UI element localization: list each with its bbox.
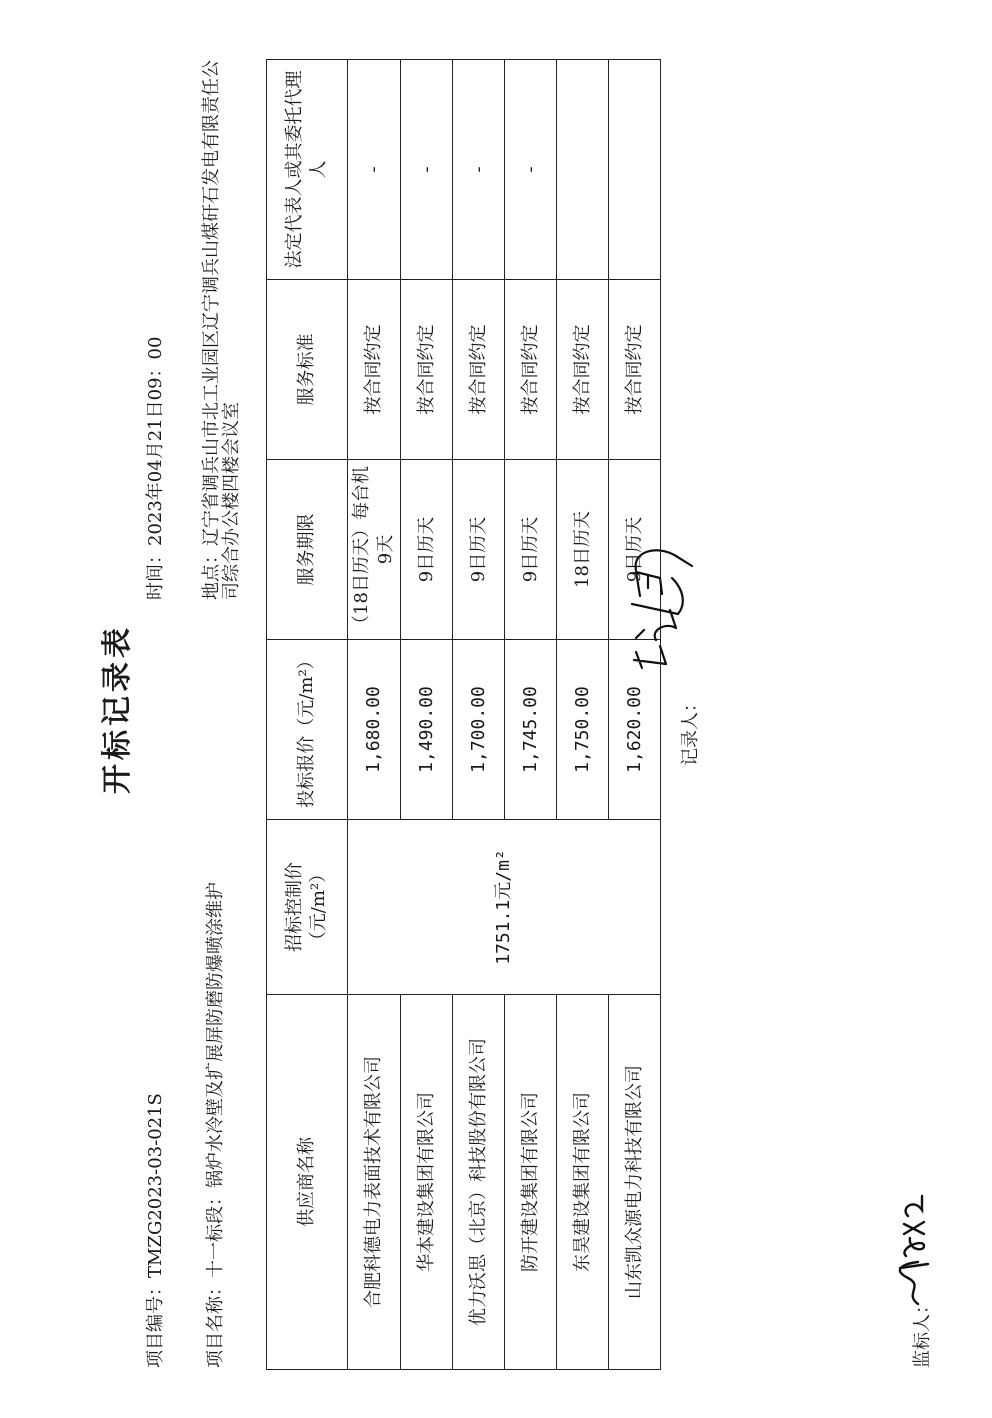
bid-price-cell: 1,680.00: [348, 640, 401, 820]
supplier-cell: 优力沃思（北京）科技股份有限公司: [453, 995, 505, 1370]
table-row: [505, 60, 557, 1370]
table-row: [557, 60, 609, 1370]
recorder-signature-block: [676, 694, 702, 766]
bid-price-cell: 1,620.00: [609, 640, 661, 820]
supplier-cell: 防开建设集团有限公司: [505, 995, 557, 1370]
service-period-cell: 9日历天: [609, 460, 661, 640]
representative-cell: -: [505, 60, 557, 280]
supervisor-label: 监标人：: [912, 1296, 933, 1368]
project-number: 项目编号：TMZG2023-03-021S: [145, 1093, 166, 1368]
header-bid-price: 投标报价（元/m²）: [267, 640, 348, 820]
service-standard-cell: 按合同约定: [401, 280, 453, 460]
page-title: 开标记录表: [100, 624, 135, 794]
header-control-price: 招标控制价（元/m²）: [267, 820, 348, 995]
representative-cell: -: [401, 60, 453, 280]
recorder-label: 记录人：: [680, 694, 701, 766]
service-standard-cell: 按合同约定: [348, 280, 401, 460]
opening-location: 地点：辽宁省调兵山市北工业园区辽宁调兵山煤矸石发电有限责任公司综合办公楼四楼会议室: [201, 60, 242, 600]
control-price-cell: 1751.1元/m²: [348, 820, 661, 995]
table-row: [453, 60, 505, 1370]
supplier-cell: 东昊建设集团有限公司: [557, 995, 609, 1370]
supervisor-handwritten-signature: [894, 1188, 934, 1308]
table-row: [348, 60, 401, 1370]
opening-time: 时间：2023年04月21日09：00: [145, 336, 166, 600]
supplier-cell: 华本建设集团有限公司: [401, 995, 453, 1370]
supplier-cell: 山东凯众源电力科技有限公司: [609, 995, 661, 1370]
service-period-cell: （18日历天）每台机9天: [348, 460, 401, 640]
service-standard-cell: 按合同约定: [609, 280, 661, 460]
bid-price-cell: 1,745.00: [505, 640, 557, 820]
table-row: [609, 60, 661, 1370]
service-period-cell: 9日历天: [453, 460, 505, 640]
header-service-period: 服务期限: [267, 460, 348, 640]
service-period-cell: 9日历天: [401, 460, 453, 640]
header-representative: 法定代表人或其委托代理人: [267, 60, 348, 280]
service-standard-cell: 按合同约定: [505, 280, 557, 460]
representative-cell: -: [453, 60, 505, 280]
representative-cell: [609, 60, 661, 280]
header-service-standard: 服务标准: [267, 280, 348, 460]
supervisor-signature-block: [908, 1296, 934, 1368]
bid-price-cell: 1,490.00: [401, 640, 453, 820]
project-name: 项目名称：十一标段：锅炉水冷壁及扩展屏防磨防爆喷涂维护: [205, 882, 226, 1368]
service-period-cell: 9日历天: [505, 460, 557, 640]
representative-cell: [557, 60, 609, 280]
supplier-cell: 合肥科德电力表面技术有限公司: [348, 995, 401, 1370]
representative-cell: -: [348, 60, 401, 280]
header-supplier: 供应商名称: [267, 995, 348, 1370]
bid-price-cell: 1,700.00: [453, 640, 505, 820]
bid-price-cell: 1,750.00: [557, 640, 609, 820]
bid-opening-table: [266, 59, 661, 1370]
service-standard-cell: 按合同约定: [557, 280, 609, 460]
table-header-row: [267, 60, 348, 1370]
recorder-handwritten-signature: [626, 524, 706, 674]
table-row: [401, 60, 453, 1370]
service-period-cell: 18日历天: [557, 460, 609, 640]
service-standard-cell: 按合同约定: [453, 280, 505, 460]
